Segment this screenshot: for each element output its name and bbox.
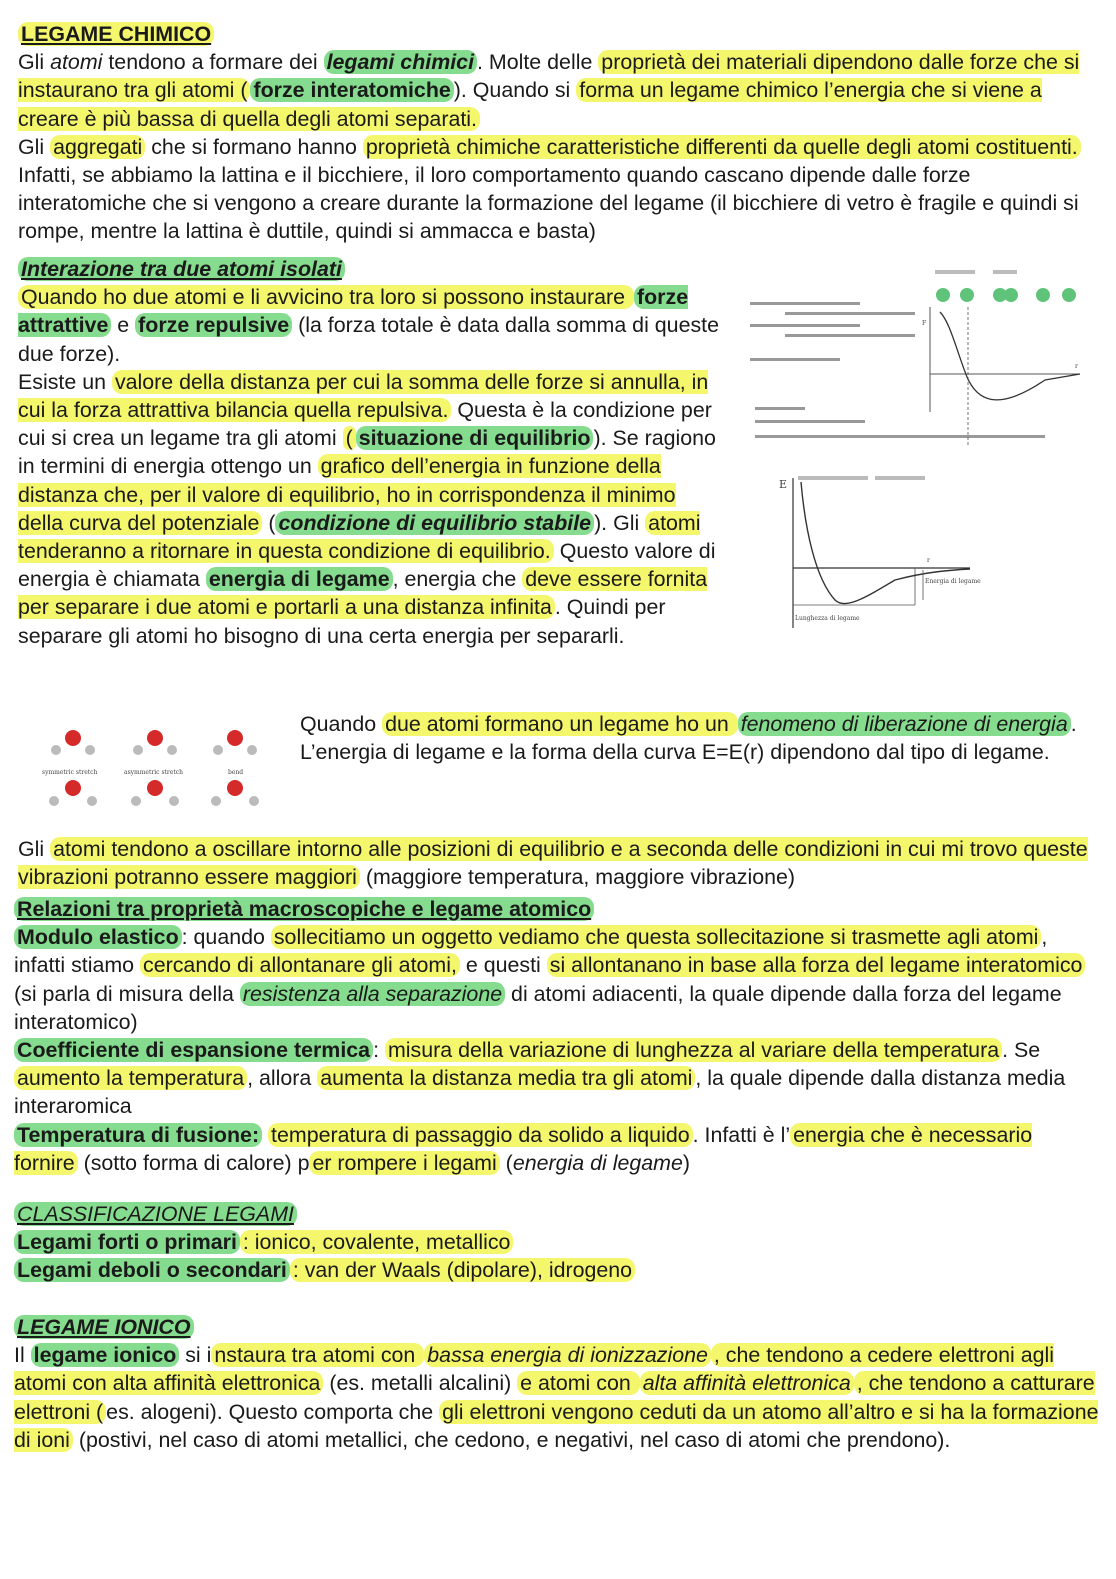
paragraph-liberazione: Quando due atomi formano un legame ho un fenomeno di liberazione di energia . L’energia di legame e la forma della curva E=E(r) dipendono dal tipo di legame. [300, 712, 1077, 765]
section-legame-ionico [14, 1313, 1099, 1454]
paragraph-interazione: Quando ho due atomi e li avvicino tra loro si possono instaurare forze attrattive e forze repulsive (la forza totale è data dalla somma di queste due forze). Esiste un valore della distanza per cui la somma delle forze si annulla, in cui la forza attrattiva bilancia quella repulsiva. Questa è la condizione per cui si crea un legame tra gli atomi ( situazione di equilibrio ). Se ragiono in termini di energia ottengo un grafico dell’energia in funzione della distanza che, per il valore di equilibrio, ho in corrispondenza il minimo della curva del potenziale ( condizione di equilibrio stabile ). Gli atomi tenderanno a ritornare in questa condizione di equilibrio. Questo valore di energia è chiamata energia di legame , energia che deve essere fornita per separare i due atomi e portarli a una distanza infinita . Quindi per separare gli atomi ho bisogno di una certa energia per separarli. [18, 285, 720, 648]
molecule-symmetric [49, 730, 97, 806]
item-legami-deboli: Legami deboli o secondari : van der Waals (dipolare), idrogeno [14, 1256, 1099, 1284]
item-legami-forti: Legami forti o primari : ionico, covalente, metallico [14, 1228, 1099, 1256]
molecule-asymmetric [131, 730, 179, 806]
distance-axis-label: r [1075, 363, 1078, 370]
paragraph-intro: Gli atomi tendono a formare dei legami chimici . Molte delle proprietà dei materiali dipendono dalle forze che si instaurano tra gli atomi ( forze interatomiche ). Quando si forma un legame chimico l’energia che si viene a creare è più bassa di quella degli atomi separati. [18, 50, 1080, 131]
atom-pairs [935, 270, 1076, 302]
force-distance-figure [745, 262, 1085, 452]
section-liberazione-energia [300, 710, 1096, 766]
caption-symmetric: symmetric stretch [42, 769, 98, 776]
caption-asymmetric: asymmetric stretch [124, 769, 183, 776]
molecule-bend [211, 730, 259, 806]
heading-classificazione: CLASSIFICAZIONE LEGAMI [14, 1200, 1099, 1228]
force-legend-text [750, 302, 1045, 438]
heading-relazioni: Relazioni tra proprietà macroscopiche e legame atomico [14, 895, 1099, 923]
molecule-vibration-figure [38, 718, 278, 818]
paragraph-oscillazione: Gli atomi tendono a oscillare intorno alle posizioni di equilibrio e a seconda delle condizioni in cui mi trovo queste vibrazioni potranno essere maggiori (maggiore temperatura, maggiore vibrazione) [18, 837, 1088, 890]
paragraph-temperatura-fusione: Temperatura di fusione: temperatura di passaggio da solido a liquido . Infatti è l’ energia che è necessario fornire (sotto forma di calore) p er rompere i legami (energia di legame) [14, 1122, 1033, 1175]
heading-legame-ionico: LEGAME IONICO [14, 1313, 1099, 1341]
section-relazioni [14, 895, 1099, 1177]
r-axis-label: r [927, 557, 930, 564]
heading-legame-chimico: LEGAME CHIMICO [18, 20, 1098, 48]
section-classificazione [14, 1200, 1099, 1285]
heading-interazione: Interazione tra due atomi isolati [18, 255, 726, 283]
force-axis-label: F [922, 320, 927, 327]
caption-bend: bend [228, 769, 244, 776]
section-oscillazione [18, 835, 1098, 891]
paragraph-aggregati: Gli aggregati che si formano hanno proprietà chimiche caratteristiche differenti da quelle degli atomi costituenti. Infatti, se abbiamo la lattina e il bicchiere, il loro comportamento quando cascano dipende dalle forze interatomiche che si vengono a creare durante la formazione del legame (il bicchiere di vetro è fragile e quindi si rompe, mentre la lattina è duttile, quindi si ammacca e basta) [18, 133, 1098, 246]
section-interazione [18, 255, 726, 650]
energy-distance-figure [775, 468, 981, 638]
energy-axis-label: E [779, 478, 788, 491]
section-legame-chimico [18, 20, 1098, 246]
paragraph-modulo-elastico: Modulo elastico : quando sollecitiamo un oggetto vediamo che questa sollecitazione si trasmette agli atomi , infatti stiamo cercando di allontanare gli atomi, e questi si allontanano in base alla forza del legame interatomico (si parla di misura della resistenza alla separazione di atomi adiacenti, la quale dipende dalla forza del legame interatomico) [14, 923, 1099, 1036]
lunghezza-legame-label: Lunghezza di legame [795, 615, 860, 622]
energia-legame-label: Energia di legame [925, 578, 981, 585]
paragraph-espansione-termica: Coefficiente di espansione termica : misura della variazione di lunghezza al variare della temperatura . Se aumento la temperatura , allora aumenta la distanza media tra gli atomi , la quale dipende dalla distanza media interaromica [14, 1038, 1066, 1119]
paragraph-legame-ionico: Il legame ionico si i nstaura tra atomi con bassa energia di ionizzazione , che tendono a cedere elettroni agli atomi con alta affinità elettronica (es. metalli alcalini) e atomi con alta affinità elettronica , che tendono a catturare elettroni ( es. alogeni). Questo comporta che gli elettroni vengono ceduti da un atomo all’altro e si ha la formazione di ioni (postivi, nel caso di atomi metallici, che cedono, e negativi, nel caso di atomi che prendono). [14, 1343, 1099, 1452]
